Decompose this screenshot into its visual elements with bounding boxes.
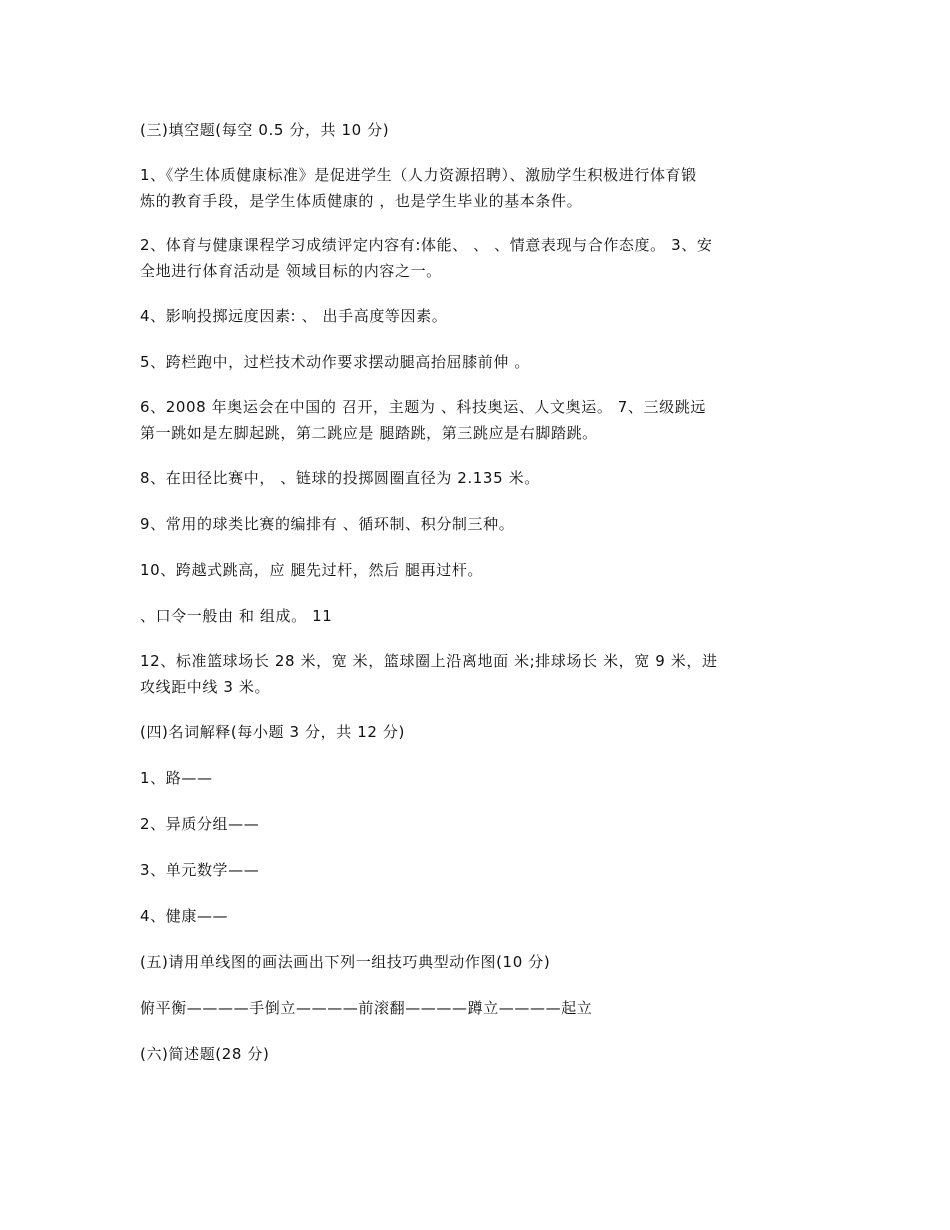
question-9 (140, 510, 820, 538)
text-line: (六)简述题(28 分) (140, 1045, 270, 1063)
section-heading-short-answer (140, 1040, 820, 1068)
text-line: 9、常用的球类比赛的编排有 、循环制、积分制三种。 (140, 515, 515, 533)
text-line: 全地进行体育活动是 领域目标的内容之一。 (140, 262, 442, 280)
text-line: 第一跳如是左脚起跳，第二跳应是 腿踏跳，第三跳应是右脚踏跳。 (140, 424, 598, 442)
term-3 (140, 856, 820, 884)
text-line: 1、《学生体质健康标准》是促进学生（人力资源招聘）、激励学生积极进行体育锻 (140, 166, 697, 184)
section-heading-drawing (140, 948, 820, 976)
question-4 (140, 302, 820, 330)
text-line: 、口令一般由 和 组成。 11 (140, 607, 333, 625)
text-line: 2、异质分组—— (140, 815, 260, 833)
document-page (140, 116, 820, 1086)
text-line: 5、跨栏跑中，过栏技术动作要求摆动腿高抬屈膝前伸 。 (140, 353, 530, 371)
text-line: (三)填空题(每空 0.5 分，共 10 分) (140, 121, 390, 139)
text-line: 攻线距中线 3 米。 (140, 678, 271, 696)
text-line: 6、2008 年奥运会在中国的 召开，主题为 、科技奥运、人文奥运。 7、三级跳远 (140, 398, 706, 416)
question-5 (140, 348, 820, 376)
section-heading-fill-blank (140, 116, 820, 144)
text-line: 4、影响投掷远度因素: 、 出手高度等因素。 (140, 307, 448, 325)
question-8 (140, 464, 820, 492)
text-line: (五)请用单线图的画法画出下列一组技巧典型动作图(10 分) (140, 953, 551, 971)
term-2 (140, 810, 820, 838)
question-2-3 (140, 232, 820, 284)
text-line: 俯平衡————手倒立————前滚翻————蹲立————起立 (140, 999, 593, 1017)
term-4 (140, 902, 820, 930)
text-line: 4、健康—— (140, 907, 229, 925)
question-10 (140, 556, 820, 584)
text-line: 1、路—— (140, 769, 213, 787)
text-line: 12、标准篮球场长 28 米，宽 米，篮球圈上沿离地面 米;排球场长 米，宽 9 米，进 (140, 652, 718, 670)
term-1 (140, 764, 820, 792)
question-6-7 (140, 394, 820, 446)
text-line: 8、在田径比赛中， 、链球的投掷圆圈直径为 2.135 米。 (140, 469, 540, 487)
question-12 (140, 648, 820, 700)
text-line: 3、单元数学—— (140, 861, 260, 879)
question-11 (140, 602, 820, 630)
section-heading-term-definitions (140, 718, 820, 746)
text-line: 10、跨越式跳高，应 腿先过杆，然后 腿再过杆。 (140, 561, 484, 579)
text-line: 2、体育与健康课程学习成绩评定内容有:体能、 、 、情意表现与合作态度。 3、安 (140, 236, 713, 254)
question-1 (140, 162, 820, 214)
movement-sequence (140, 994, 820, 1022)
text-line: 炼的教育手段，是学生体质健康的 ，也是学生毕业的基本条件。 (140, 192, 583, 210)
text-line: (四)名词解释(每小题 3 分，共 12 分) (140, 723, 405, 741)
